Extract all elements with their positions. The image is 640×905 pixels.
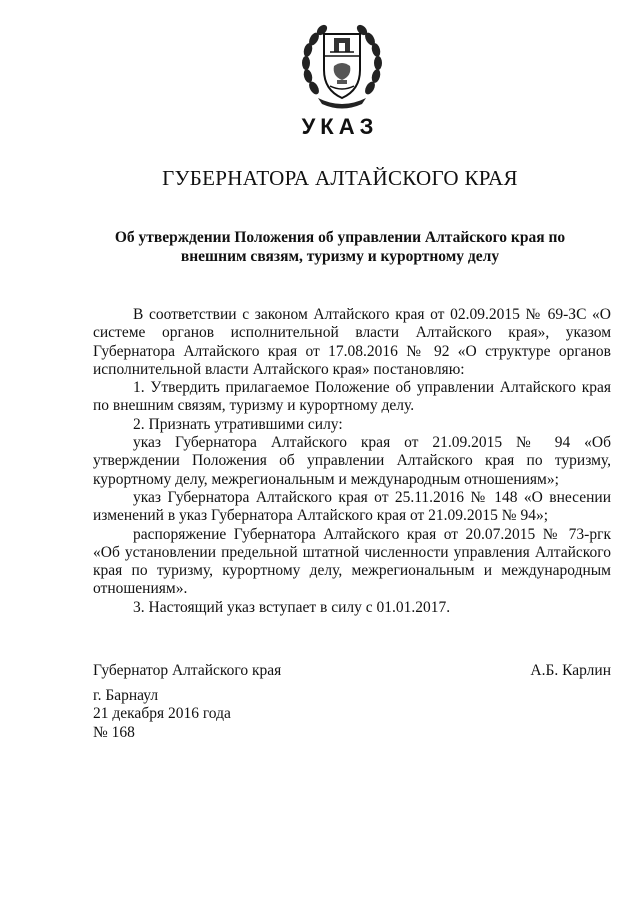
document-subject <box>110 228 570 266</box>
body-paragraph: 1. Утвердить прилагаемое Положение об управлении Алтайского края по внешним связям, туризму и курортному делу. <box>93 379 611 415</box>
place-date-block <box>93 687 231 742</box>
issue-date: 21 декабря 2016 года <box>93 705 231 723</box>
signature-block <box>93 662 611 680</box>
document-body <box>93 306 611 617</box>
subject-line-1: Об утверждении Положения об управлении Алтайского края по <box>114 229 566 246</box>
subject-line-2: внешним связям, туризму и курортному делу <box>180 248 500 265</box>
body-paragraph: указ Губернатора Алтайского края от 21.09.2015 № 94 «Об утверждении Положения об управлении Алтайского края по туризму, курортному делу, межрегиональным и международным отношениям»; <box>93 434 611 488</box>
body-paragraph: распоряжение Губернатора Алтайского края от 20.07.2015 № 73-ргк «Об установлении предельной штатной численности управления Алтайского края по туризму, курортному делу, межрегиональным и международным отношениям». <box>93 525 611 598</box>
body-paragraph: В соответствии с законом Алтайского края от 02.09.2015 № 69-ЗС «О системе органов исполнительной власти Алтайского края», указом Губернатора Алтайского края от 17.08.2016 № 92 «О структуре органов исполнительной власти Алтайского края» постановляю: <box>93 306 611 378</box>
altai-krai-coat-of-arms-icon <box>300 18 384 110</box>
issue-city: г. Барнаул <box>93 687 159 704</box>
document-type-title: УКАЗ <box>301 114 379 139</box>
signatory-position: Губернатор Алтайского края <box>93 662 282 679</box>
issuer-title: ГУБЕРНАТОРА АЛТАЙСКОГО КРАЯ <box>162 166 518 190</box>
body-paragraph: указ Губернатора Алтайского края от 25.11.2016 № 148 «О внесении изменений в указ Губернатора Алтайского края от 21.09.2015 № 94»; <box>93 488 611 525</box>
body-paragraph: 3. Настоящий указ вступает в силу с 01.01.2017. <box>133 598 451 616</box>
body-paragraph: 2. Признать утратившими силу: <box>133 415 343 433</box>
signatory-name: А.Б. Карлин <box>530 662 611 679</box>
document-number: № 168 <box>93 723 135 741</box>
